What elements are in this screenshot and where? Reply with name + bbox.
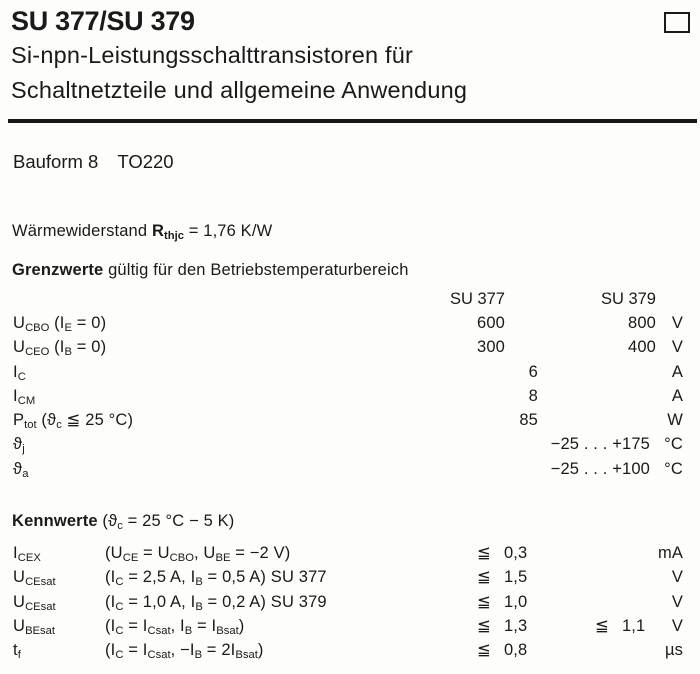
test-condition: ($U_{CE} = U_{CBO}$, $U_{BE} = -2$ V) [105,544,291,565]
limit-value: 1,3 [503,616,528,635]
unit-label: V [671,616,683,635]
limit-row [0,364,700,386]
subtitle-line-1: Si-npn-Leistungsschalttransistoren für [11,42,414,68]
value-shared: 6 [528,362,538,381]
unit-label: V [671,338,683,357]
unit-label: °C [664,459,683,478]
column-header-su377: SU 377 [449,290,505,308]
test-condition: ($I_C = 2,5$ A, $I_B = 0,5$ A) SU 377 [105,568,327,589]
unit-label: A [671,386,683,405]
unit-label: V [671,314,683,332]
value-su377: 600 [477,314,505,332]
unit-label: µs [664,641,683,659]
row-symbol: $t_f$ [13,641,21,662]
characteristic-row [0,594,700,616]
kennwerte-heading-bold: Kennwerte [12,512,98,530]
test-condition: ($I_C = I_{Csat}$, $-I_B = 2I_{Bsat}$) [105,641,264,662]
thermal-label: Wärmewiderstand [12,222,148,240]
limit-value: 1,1 [621,616,646,635]
row-symbol: $I_{CEX}$ [13,544,41,565]
value-su379: 400 [628,338,656,357]
row-symbol: $U_{CEsat}$ [13,592,56,613]
limit-value: 0,3 [503,544,528,562]
kennwerte-heading-cond: ($ϑ_c = 25$ °C − 5 K) [97,512,235,533]
row-symbol: $P_{tot}$ ($ϑ_c$ ≦ 25 °C) [13,411,134,432]
unit-label: A [671,362,683,381]
row-symbol: $U_{CEO}$ $(I_B = 0)$ [13,338,107,359]
limit-row [0,315,700,337]
page-title: SU 377/SU 379 [11,6,195,36]
limit-row [0,339,700,361]
characteristic-row [0,569,700,591]
limit-su377: ≦ 1,0 [477,592,528,611]
limit-su377: ≦ 1,5 [477,568,528,587]
thermal-value: = 1,76 K/W [188,222,273,240]
thermal-symbol: $R_{thjc}$ [151,222,184,243]
characteristic-row [0,642,700,664]
header-divider [8,119,697,123]
row-symbol: $U_{CEsat}$ [13,568,56,589]
grenzwerte-heading-bold: Grenzwerte [12,261,104,279]
grenzwerte-heading [12,262,409,279]
unit-label: V [671,592,683,611]
corner-square-mark [664,12,690,33]
unit-label: mA [657,544,683,562]
limit-value: 0,8 [503,641,528,659]
package-value: TO220 [117,151,174,172]
row-symbol: $U_{BEsat}$ [13,616,56,637]
package-label: Bauform 8 [13,151,99,172]
grenzwerte-heading-rest: gültig für den Betriebstemperaturbereich [103,261,409,279]
thermal-resistance-line [12,223,272,242]
limit-value: 1,0 [503,592,528,611]
value-shared: 85 [519,411,538,429]
unit-label: V [671,568,683,587]
test-condition: ($I_C = 1,0$ A, $I_B = 0,2$ A) SU 379 [105,592,327,613]
limit-su377: ≦ 0,3 [477,544,528,562]
limit-row [0,461,700,483]
value-range: −25 . . . +100 [550,459,650,478]
value-range: −25 . . . +175 [550,435,650,454]
limit-su379: ≦ 1,1 [595,616,646,635]
characteristic-row [0,545,700,567]
unit-label: °C [664,435,683,454]
limit-row [0,412,700,434]
column-header-su379: SU 379 [600,290,656,308]
package-info [13,153,174,172]
value-shared: 8 [528,386,538,405]
unit-label: W [667,411,683,429]
value-su379: 800 [628,314,656,332]
limit-row [0,436,700,458]
value-su377: 300 [477,338,505,357]
row-symbol: $I_C$ [13,362,26,383]
limit-row [0,388,700,410]
limit-su377: ≦ 1,3 [477,616,528,635]
characteristic-row [0,618,700,640]
row-symbol: $ϑ_j$ [13,435,25,456]
row-symbol: $I_{CM}$ [13,386,36,407]
row-symbol: $ϑ_a$ [13,459,29,480]
subtitle-line-2: Schaltnetzteile und allgemeine Anwendung [11,77,468,103]
limit-value: 1,5 [503,568,528,587]
limit-su377: ≦ 0,8 [477,641,528,659]
test-condition: ($I_C = I_{Csat}$, $I_B = I_{Bsat}$) [105,616,245,637]
row-symbol: $U_{CBO}$ $(I_E = 0)$ [13,314,107,335]
kennwerte-heading [12,513,234,532]
